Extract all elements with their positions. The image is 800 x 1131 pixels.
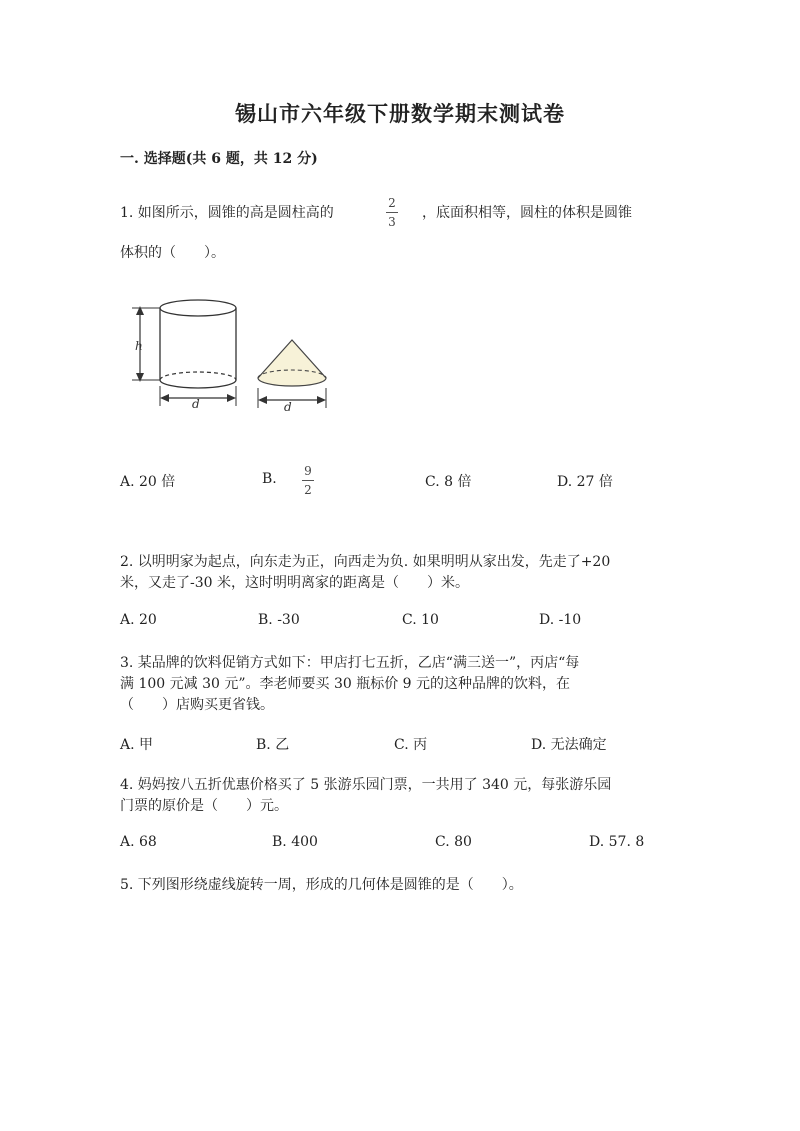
q4-text-line2: 门票的原价是（ ）元。 [120, 798, 288, 814]
height-arrow-head-bottom [136, 373, 144, 382]
q1-option-a[interactable]: A. 20 倍 [120, 474, 176, 490]
q1-option-b[interactable]: B. [262, 471, 277, 487]
q1-fraction-bar [386, 212, 398, 213]
q3-text-line3: （ ）店购买更省钱。 [120, 697, 274, 713]
cyl-d-arrow-right [227, 394, 236, 402]
q1-option-d[interactable]: D. 27 倍 [557, 474, 613, 490]
q2-text-line1: 2. 以明明家为起点，向东走为正，向西走为负. 如果明明从家出发，先走了+20 [120, 554, 611, 570]
q1-option-b-denominator: 2 [304, 483, 312, 497]
height-arrow-head-top [136, 306, 144, 315]
q1-text-line2: 体积的（ ）。 [120, 245, 225, 261]
q1-fraction [382, 196, 402, 230]
q1-option-c[interactable]: C. 8 倍 [425, 474, 472, 490]
q3-option-a[interactable]: A. 甲 [120, 737, 154, 753]
q2-option-a[interactable]: A. 20 [120, 612, 157, 628]
cylinder-top-ellipse [160, 300, 236, 316]
q3-option-b[interactable]: B. 乙 [256, 737, 290, 753]
cone-body [258, 340, 326, 386]
q2-option-d[interactable]: D. -10 [539, 612, 582, 628]
q4-option-a[interactable]: A. 68 [120, 834, 157, 850]
section-heading: 一. 选择题(共 6 题，共 12 分) [120, 151, 318, 167]
q3-text-line1: 3. 某品牌的饮料促销方式如下：甲店打七五折，乙店“满三送一”，丙店“每 [120, 655, 580, 671]
cyl-d-arrow-left [160, 394, 169, 402]
q2-option-c[interactable]: C. 10 [402, 612, 439, 628]
q4-text-line1: 4. 妈妈按八五折优惠价格买了 5 张游乐园门票，一共用了 340 元，每张游乐园 [120, 777, 612, 793]
q4-option-b[interactable]: B. 400 [272, 834, 318, 850]
q1-text-line1a: 1. 如图所示，圆锥的高是圆柱高的 [120, 205, 334, 221]
q4-option-d[interactable]: D. 57. 8 [589, 834, 645, 850]
label-d-cone: d [284, 400, 292, 414]
q1-option-b-fraction [298, 464, 318, 498]
page-title: 锡山市六年级下册数学期末测试卷 [235, 101, 565, 126]
label-h: h [135, 339, 143, 353]
q2-text-line2: 米，又走了-30 米，这时明明离家的距离是（ ）米。 [120, 575, 469, 591]
cylinder-bottom-back [160, 372, 236, 380]
q2-option-b[interactable]: B. -30 [258, 612, 300, 628]
q1-option-b-numerator: 9 [304, 464, 312, 478]
label-d-cylinder: d [192, 397, 200, 411]
cylinder-bottom-front [160, 380, 236, 388]
q1-figure-cylinder-cone [120, 290, 350, 420]
cone-d-arrow-left [258, 396, 267, 404]
q1-text-line1b: ，底面积相等，圆柱的体积是圆锥 [422, 205, 632, 221]
q5-text-line1: 5. 下列图形绕虚线旋转一周，形成的几何体是圆锥的是（ ）。 [120, 877, 523, 893]
cone-d-arrow-right [317, 396, 326, 404]
q3-text-line2: 满 100 元减 30 元”。李老师要买 30 瓶标价 9 元的这种品牌的饮料，在 [120, 676, 571, 692]
q4-option-c[interactable]: C. 80 [435, 834, 472, 850]
q3-option-d[interactable]: D. 无法确定 [531, 737, 607, 753]
q1-fraction-denominator: 3 [388, 215, 396, 229]
q1-option-b-bar [302, 480, 314, 481]
q1-fraction-numerator: 2 [388, 196, 396, 210]
q3-option-c[interactable]: C. 丙 [394, 737, 428, 753]
